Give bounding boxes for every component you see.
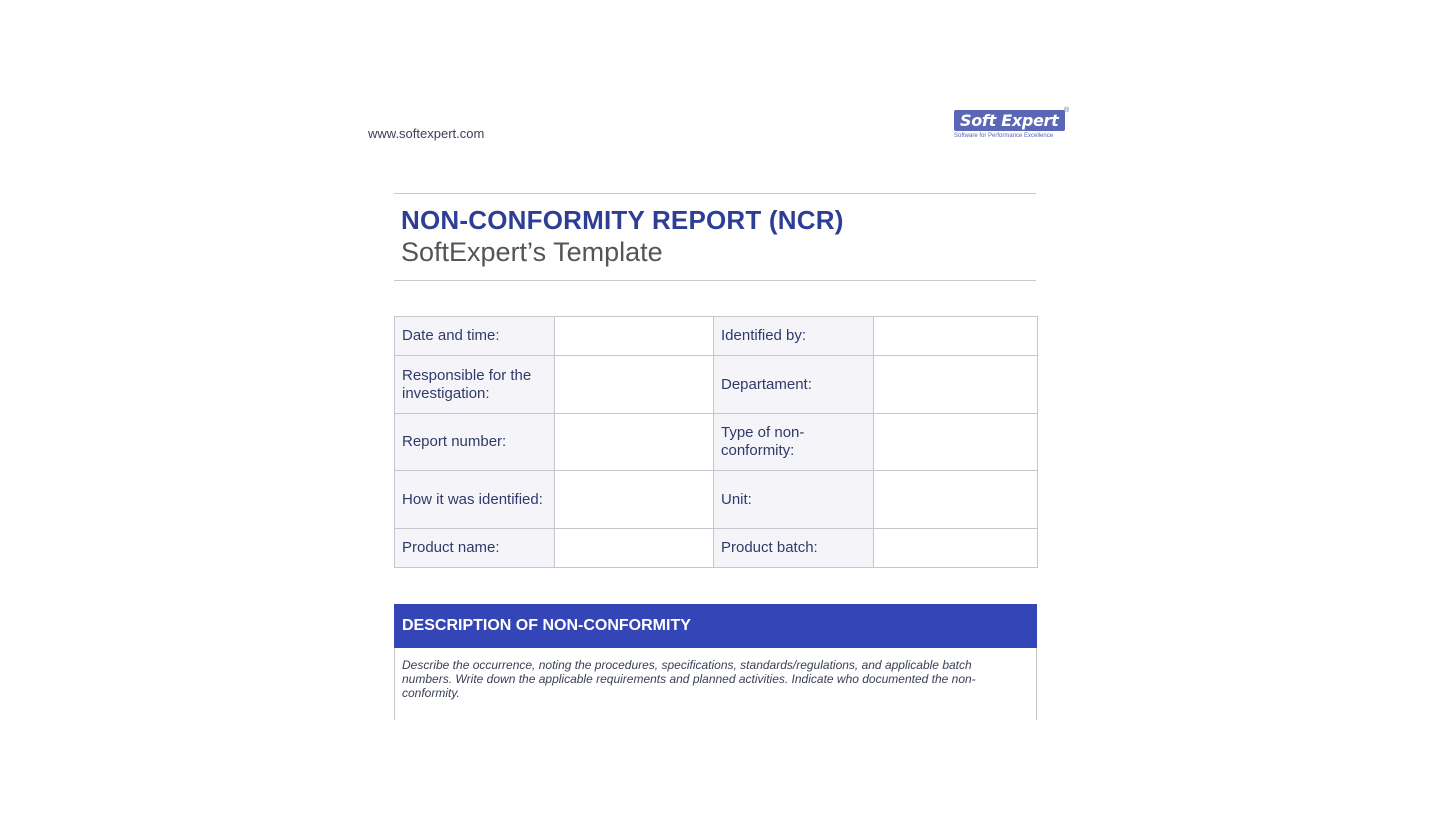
softexpert-logo (954, 107, 1074, 144)
field-label-date-time: Date and time: (395, 317, 555, 356)
field-label-identified-by: Identified by: (714, 317, 874, 356)
field-value-unit[interactable] (874, 471, 1038, 529)
document-title: NON-CONFORMITY REPORT (NCR) (401, 205, 844, 235)
table-row (395, 414, 1038, 471)
table-row (395, 471, 1038, 529)
title-block (394, 193, 1036, 281)
field-label-responsible: Responsible for the investigation: (395, 356, 555, 414)
description-section-header (394, 604, 1037, 648)
field-value-how-identified[interactable] (555, 471, 714, 529)
description-instructions: Describe the occurrence, noting the procedures, specifications, standards/regulations, and applicable batch numbers. Write down the applicable requirements and planned activities. Indicate who documented the non-conformity. (402, 658, 976, 700)
field-label-product-name: Product name: (395, 529, 555, 568)
registered-mark: ® (1064, 107, 1070, 114)
document-subtitle: SoftExpert’s Template (401, 237, 663, 267)
field-label-report-number: Report number: (395, 414, 555, 471)
field-label-type: Type of non-conformity: (714, 414, 874, 471)
logo-mark: Soft Expert (954, 110, 1065, 131)
field-label-product-batch: Product batch: (714, 529, 874, 568)
logo-tagline: Software for Performance Excellence (954, 133, 1054, 139)
field-label-unit: Unit: (714, 471, 874, 529)
field-value-date-time[interactable] (555, 317, 714, 356)
field-value-responsible[interactable] (555, 356, 714, 414)
field-value-product-name[interactable] (555, 529, 714, 568)
field-value-report-number[interactable] (555, 414, 714, 471)
field-label-department: Departament: (714, 356, 874, 414)
field-value-identified-by[interactable] (874, 317, 1038, 356)
table-row (395, 529, 1038, 568)
field-value-department[interactable] (874, 356, 1038, 414)
field-value-product-batch[interactable] (874, 529, 1038, 568)
ncr-info-table (394, 316, 1038, 568)
table-row (395, 356, 1038, 414)
field-value-type[interactable] (874, 414, 1038, 471)
website-url: www.softexpert.com (368, 126, 485, 141)
description-section-title: DESCRIPTION OF NON-CONFORMITY (402, 617, 691, 634)
table-row (395, 317, 1038, 356)
field-label-how-identified: How it was identified: (395, 471, 555, 529)
description-section-body[interactable] (394, 648, 1037, 720)
